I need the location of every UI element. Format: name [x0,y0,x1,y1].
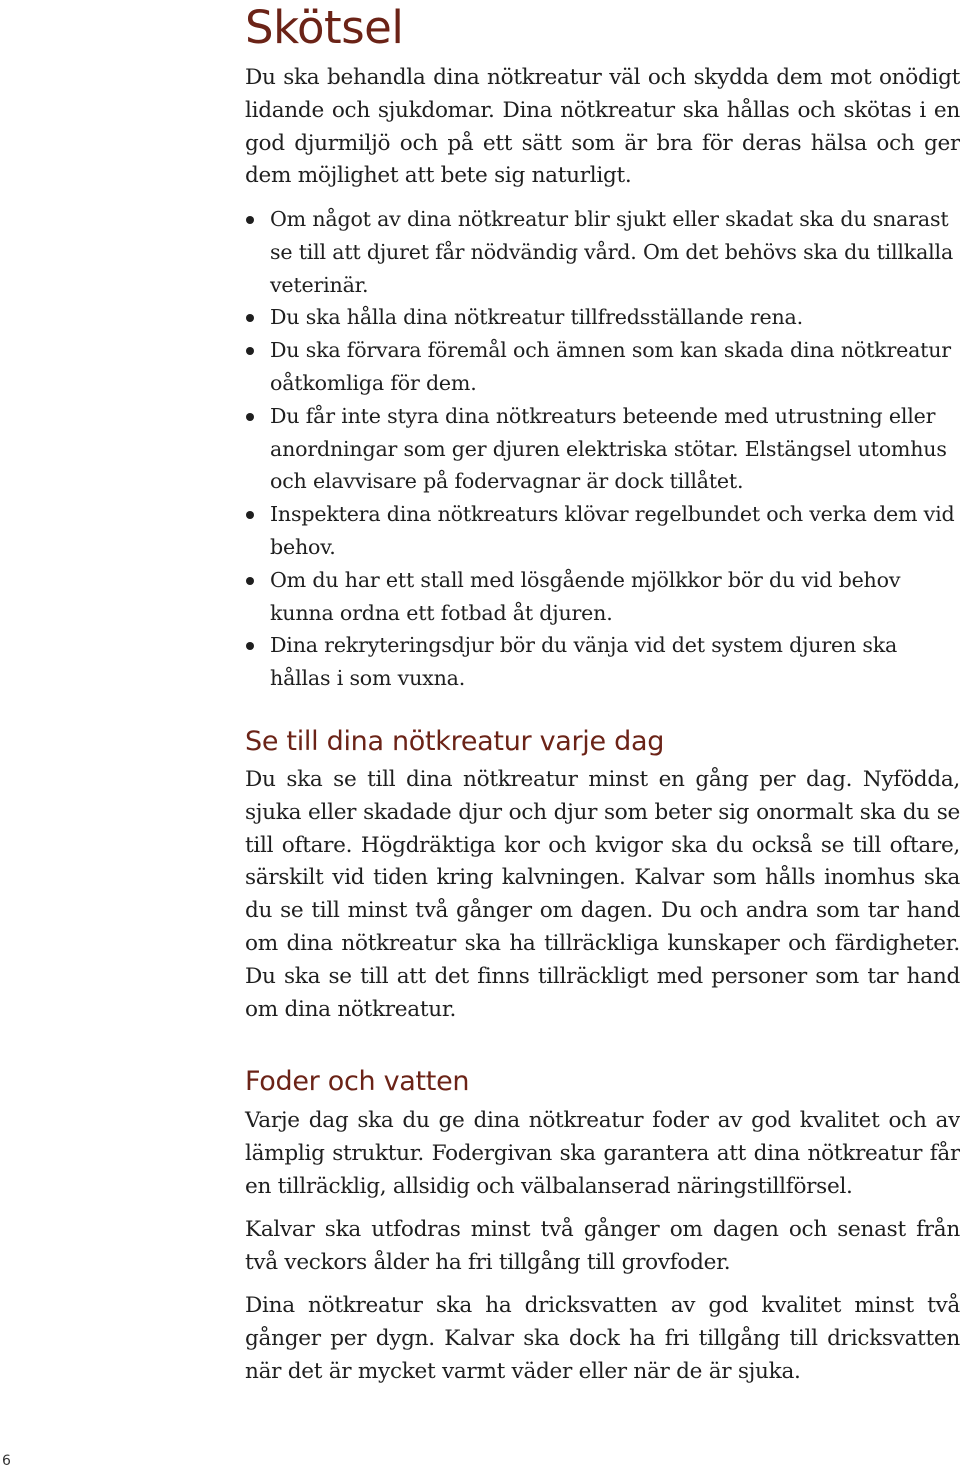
list-item-text: Dina rekryteringsdjur bör du vänja vid det system djuren ska hållas i som vuxna. [270,633,898,691]
bullet-icon [246,216,254,224]
list-item-text: Du ska hålla dina nötkreatur tillfredsställande rena. [270,305,803,330]
page-number: 6 [2,1453,11,1469]
list-item [245,203,955,301]
list-item [245,629,955,695]
intro-paragraph: Du ska behandla dina nötkreatur väl och skydda dem mot onödigt lidande och sjukdomar. Dina nötkreatur ska hållas och skötas i en god djurmiljö och på ett sätt som är bra för deras hälsa och ger dem möjlighet att bete sig naturligt. [245,65,960,189]
section-heading-feed: Foder och vatten [245,1066,470,1097]
bullet-icon [246,347,254,355]
bullet-icon [246,577,254,585]
page-title: Skötsel [245,1,404,54]
rules-list [245,203,955,695]
list-item-text: Om något av dina nötkreatur blir sjukt eller skadat ska du snarast se till att djuret får nödvändig vård. Om det behövs ska du tillkalla veterinär. [270,207,954,297]
list-item [245,301,955,334]
list-item-text: Du får inte styra dina nötkreaturs beteende med utrustning eller anordningar som ger djuren elektriska stötar. Elstängsel utomhus och elavvisare på fodervagnar är dock tillåtet. [270,403,947,494]
list-item-text: Du ska förvara föremål och ämnen som kan skada dina nötkreatur oåtkomliga för dem. [270,338,951,395]
bullet-icon [246,511,254,519]
feed-paragraph: Dina nötkreatur ska ha dricksvatten av god kvalitet minst två gånger per dygn. Kalvar ska dock ha fri tillgång till dricksvatten när det är mycket varmt väder eller när de är sjuka. [245,1293,960,1384]
list-item-text: Om du har ett stall med lösgående mjölkkor bör du vid behov kunna ordna ett fotbad åt djuren. [270,567,901,625]
feed-paragraph: Varje dag ska du ge dina nötkreatur foder av god kvalitet och av lämplig struktur. Fodergivan ska garantera att dina nötkreatur får en tillräcklig, allsidig och välbalanserad näringstillförsel. [245,1108,960,1199]
list-item [245,498,955,564]
bullet-icon [246,642,254,650]
section-heading-daily: Se till dina nötkreatur varje dag [245,726,665,757]
bullet-icon [246,413,254,421]
list-item [245,400,955,498]
daily-paragraph: Du ska se till dina nötkreatur minst en gång per dag. Nyfödda, sjuka eller skadade djur och djur som beter sig onormalt ska du se till oftare. Högdräktiga kor och kvigor ska du också se till oftare, särskilt vid tiden kring kalvningen. Kalvar som hålls inomhus ska du se till minst två gånger om dagen. Du och andra som tar hand om dina nötkreatur ska ha tillräckliga kunskaper och färdigheter. Du ska se till att det finns tillräckligt med personer som tar hand om dina nötkreatur. [245,767,960,1022]
list-item [245,564,955,630]
list-item-text: Inspektera dina nötkreaturs klövar regelbundet och verka dem vid behov. [270,502,955,559]
bullet-icon [246,314,254,322]
list-item [245,334,955,400]
feed-paragraph: Kalvar ska utfodras minst två gånger om dagen och senast från två veckors ålder ha fri tillgång till grovfoder. [245,1217,960,1275]
